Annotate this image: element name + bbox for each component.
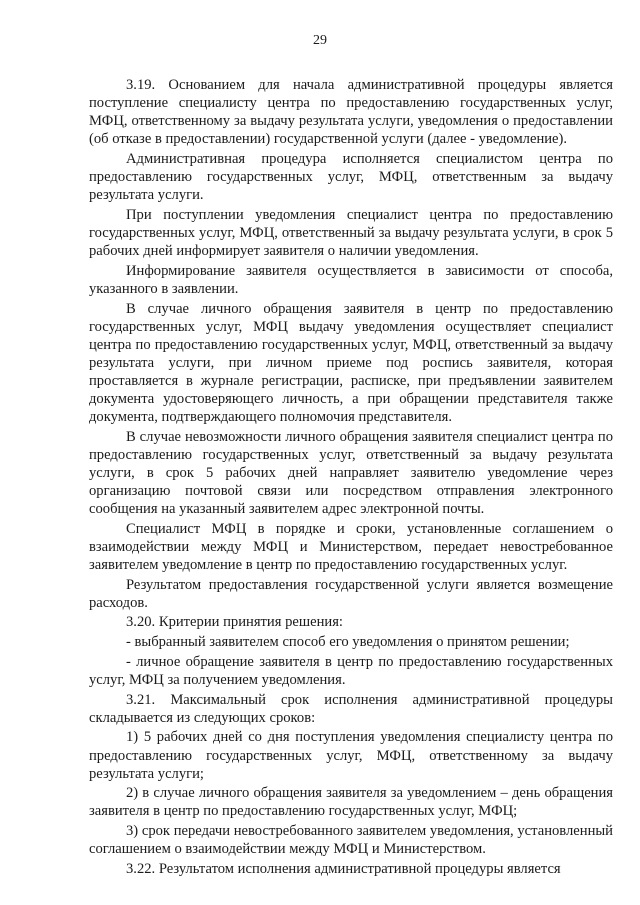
paragraph: Результатом предоставления государственной услуги является возмещение расходов. (89, 576, 613, 611)
paragraph: 3.21. Максимальный срок исполнения административной процедуры складывается из следующих сроков: (89, 691, 613, 726)
paragraph: Административная процедура исполняется специалистом центра по предоставлению государственных услуг, МФЦ, ответственным за выдачу результата услуги. (89, 150, 613, 204)
paragraph: 3.22. Результатом исполнения административной процедуры является (126, 860, 561, 877)
body-text (89, 76, 613, 878)
paragraph: При поступлении уведомления специалист центра по предоставлению государственных услуг, МФЦ, ответственный за выдачу результата услуги, в срок 5 рабочих дней информирует заявителя о наличии уведомления. (89, 206, 613, 260)
paragraph: В случае невозможности личного обращения заявителя специалист центра по предоставлению государственных услуг, ответственный за выдачу результата услуги, в срок 5 рабочих дней направляет заявителю уведомление через организацию почтовой связи или посредством отправления электронного сообщения на указанный заявителем адрес электронной почты. (89, 428, 613, 518)
paragraph: Специалист МФЦ в порядке и сроки, установленные соглашением о взаимодействии между МФЦ и Министерством, передает невостребованное заявителем уведомление в центр по предоставлению государственных услуг. (89, 520, 613, 573)
paragraph: - личное обращение заявителя в центр по предоставлению государственных услуг, МФЦ за получением уведомления. (89, 653, 613, 688)
paragraph: 2) в случае личного обращения заявителя за уведомлением – день обращения заявителя в центр по предоставлению государственных услуг, МФЦ; (89, 785, 613, 820)
paragraph: 3.19. Основанием для начала административной процедуры является поступление специалисту центра по предоставлению государственных услуг, МФЦ, ответственному за выдачу результата услуги, уведомления о предоставлении (об отказе в предоставлении) государственной услуги (далее - уведомление). (89, 77, 613, 148)
paragraph: 3.20. Критерии принятия решения: (126, 614, 343, 631)
paragraph: В случае личного обращения заявителя в центр по предоставлению государственных услуг, МФЦ выдачу уведомления осуществляет специалист центра по предоставлению государственных услуг, МФЦ, ответственный за выдачу результата услуги, при личном приеме под роспись заявителя, которая проставляется в журнале регистрации, расписке, при предъявлении заявителем документа удостоверяющего личность, а при обращении представителя также документа, подтверждающего полномочия представителя. (89, 300, 613, 426)
paragraph: Информирование заявителя осуществляется в зависимости от способа, указанного в заявлении. (89, 262, 613, 297)
paragraph: 3) срок передачи невостребованного заявителем уведомления, установленный соглашением о взаимодействии между МФЦ и Министерством. (89, 823, 613, 858)
paragraph: 1) 5 рабочих дней со дня поступления уведомления специалисту центра по предоставлению государственных услуг, МФЦ, ответственному за выдачу результата услуги; (89, 729, 613, 782)
page-number: 29 (313, 33, 327, 48)
paragraph: - выбранный заявителем способ его уведомления о принятом решении; (126, 634, 570, 651)
